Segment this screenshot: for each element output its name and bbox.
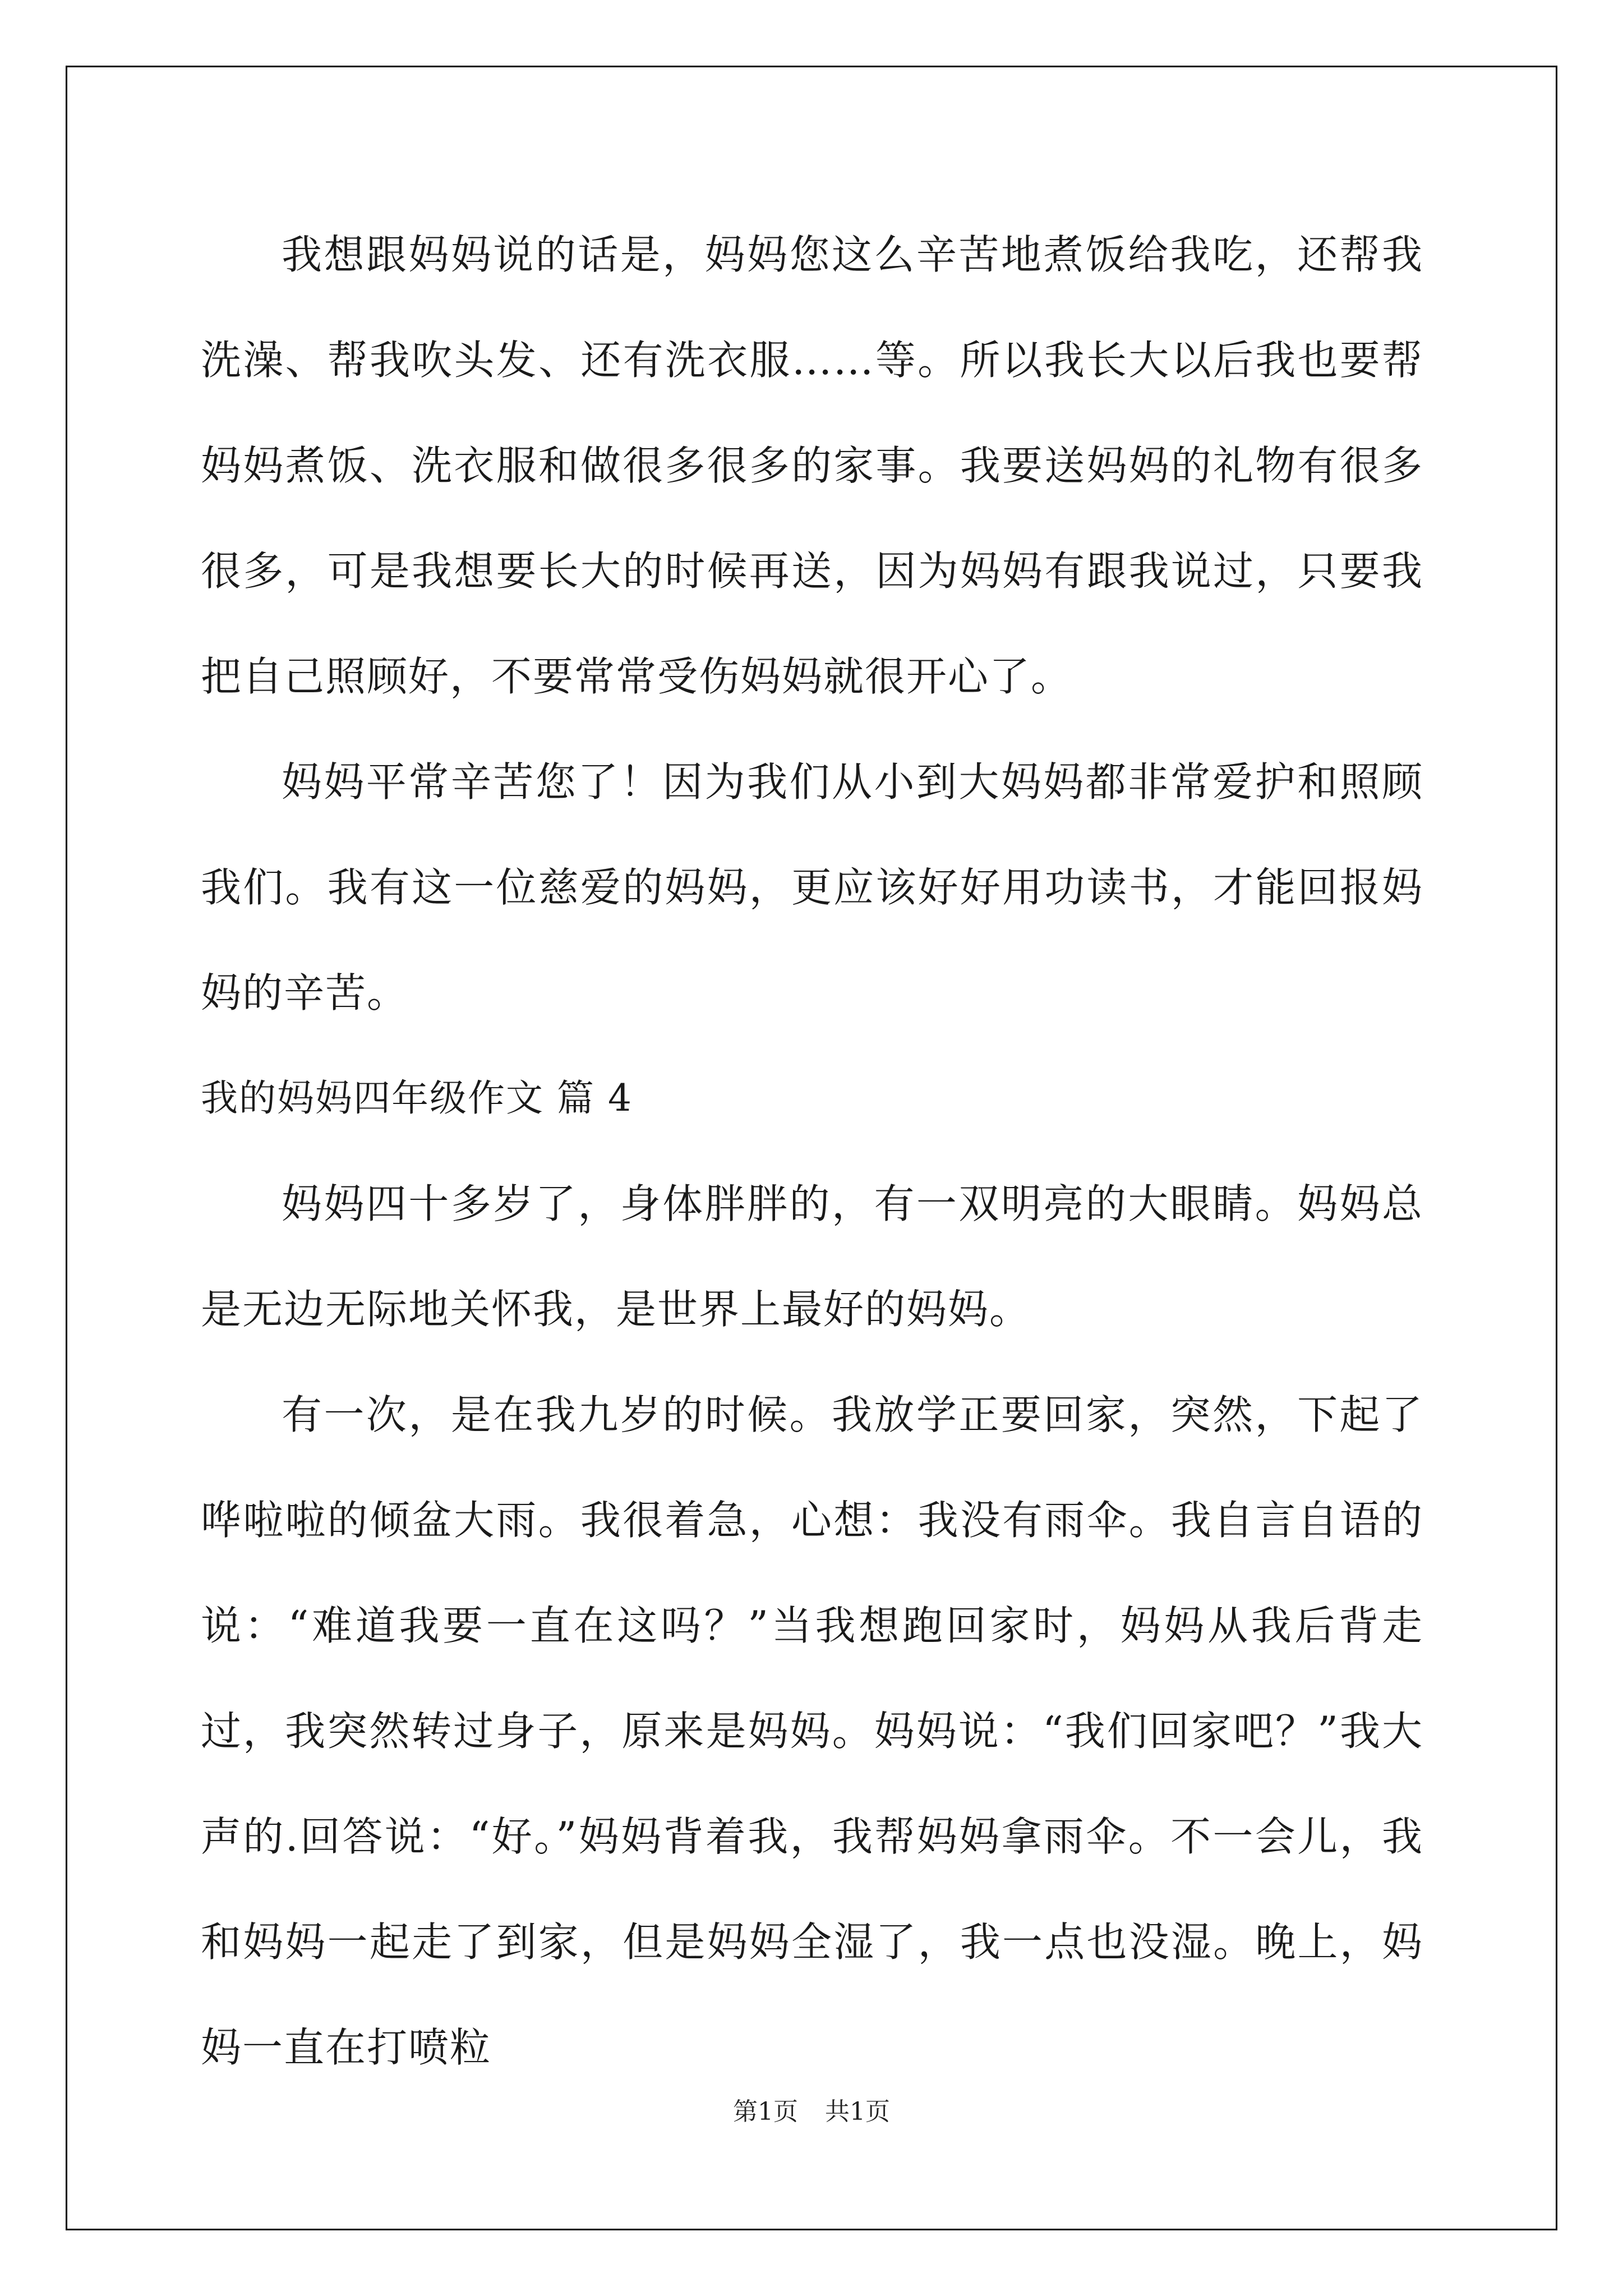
- paragraph: 妈妈四十多岁了，身体胖胖的，有一双明亮的大眼睛。妈妈总是无边无际地关怀我，是世界上最好的妈妈。: [201, 1180, 1423, 1333]
- paragraph: 妈妈平常辛苦您了！因为我们从小到大妈妈都非常爱护和照顾我们。我有这一位慈爱的妈妈，更应该好好用功读书，才能回报妈妈的辛苦。: [201, 758, 1423, 1016]
- document-body: [201, 202, 1423, 2100]
- page-total: 共1页: [825, 2097, 890, 2126]
- section-heading: 我的妈妈四年级作文 篇 4: [201, 1076, 633, 1120]
- page-number: 第1页: [733, 2097, 798, 2126]
- page-footer: [0, 2091, 1623, 2127]
- paragraph: 我想跟妈妈说的话是，妈妈您这么辛苦地煮饭给我吃，还帮我洗澡、帮我吹头发、还有洗衣服……等。所以我长大以后我也要帮妈妈煮饭、洗衣服和做很多很多的家事。我要送妈妈的礼物有很多很多，可是我想要长大的时候再送，因为妈妈有跟我说过，只要我把自己照顾好，不要常常受伤妈妈就很开心了。: [201, 231, 1423, 700]
- paragraph: 有一次，是在我九岁的时候。我放学正要回家，突然，下起了哗啦啦的倾盆大雨。我很着急，心想：我没有雨伞。我自言自语的说：“难道我要一直在这吗？”当我想跑回家时，妈妈从我后背走过，我突然转过身子，原来是妈妈。妈妈说：“我们回家吧？”我大声的.回答说：“好。”妈妈背着我，我帮妈妈拿雨伞。不一会儿，我和妈妈一起走了到家，但是妈妈全湿了，我一点也没湿。晚上，妈妈一直在打喷粒: [201, 1391, 1423, 2071]
